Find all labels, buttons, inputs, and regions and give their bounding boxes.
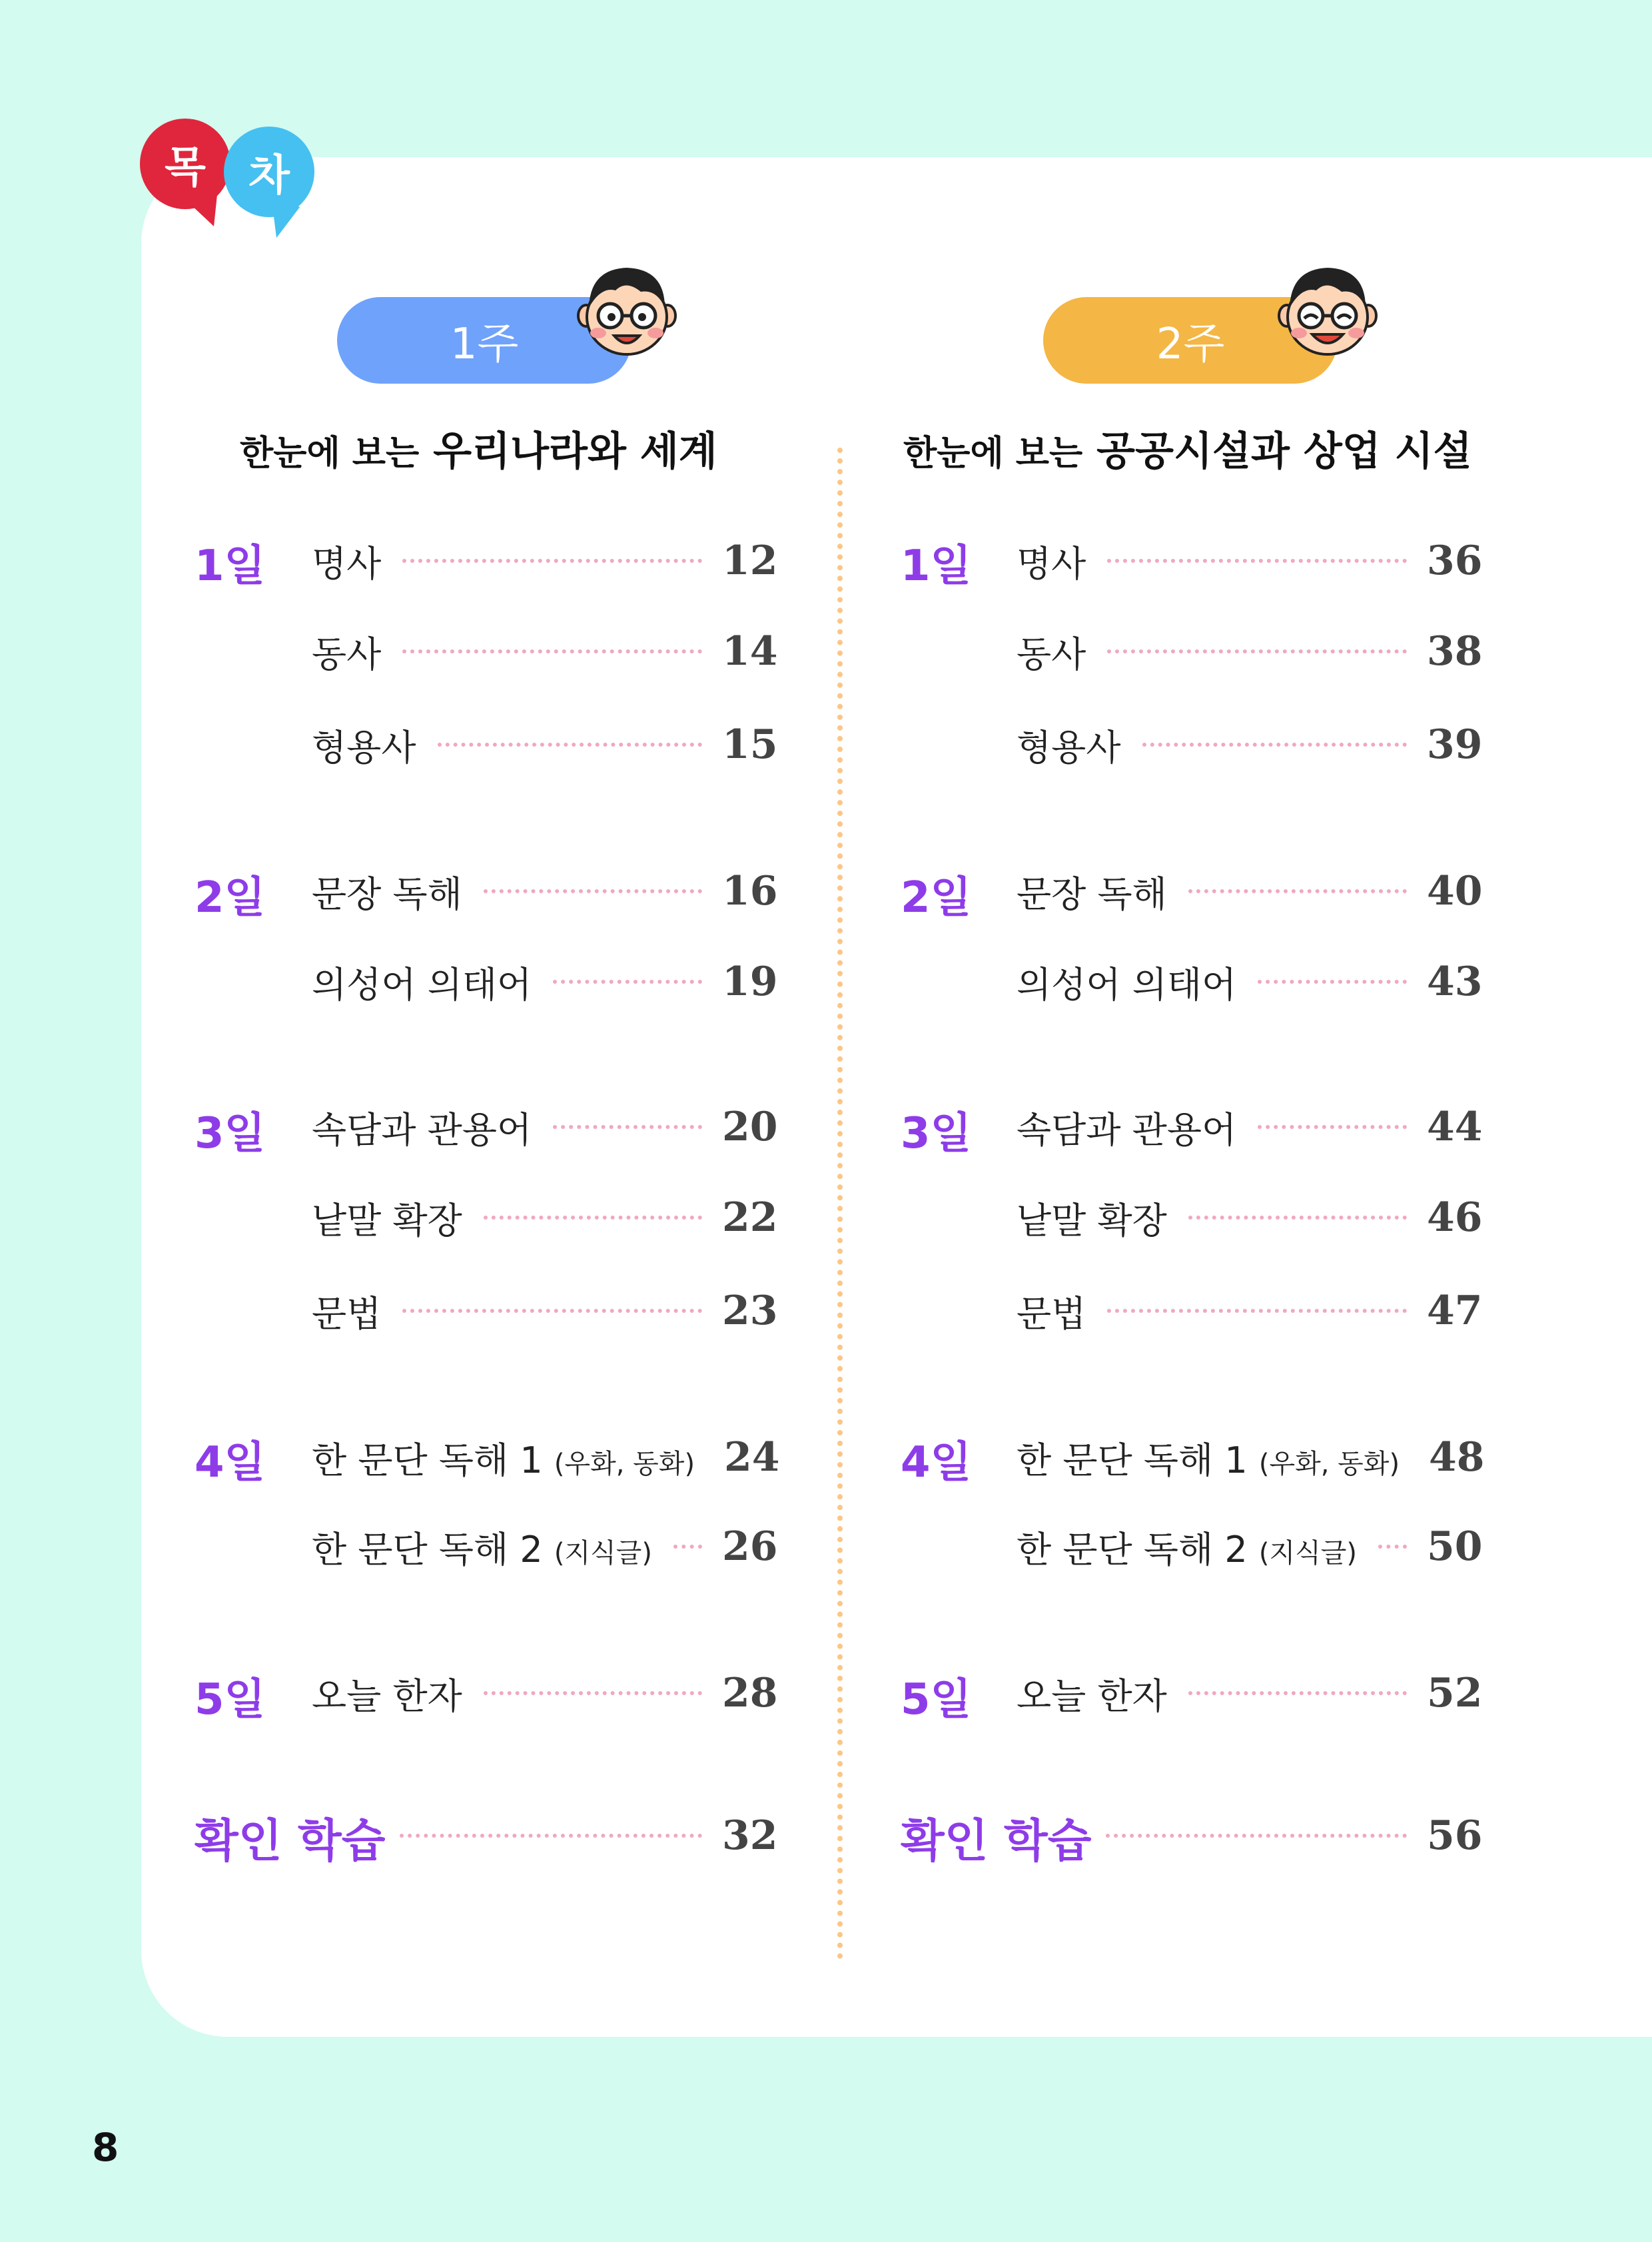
leader-dots bbox=[400, 1834, 702, 1838]
page-ref: 23 bbox=[722, 1288, 778, 1334]
day-label: 4일 bbox=[901, 1438, 972, 1487]
entry-label-main: 한 문단 독해 1 bbox=[312, 1439, 543, 1481]
review-entry[interactable] bbox=[380, 1809, 778, 1862]
week-2-pill: 2주 bbox=[1043, 297, 1338, 384]
toc-badge-cha: 차 bbox=[224, 127, 314, 217]
entry-label: 형용사 bbox=[312, 726, 416, 769]
page-ref: 19 bbox=[722, 958, 778, 1005]
leader-dots bbox=[1106, 1834, 1407, 1838]
leader-dots bbox=[402, 1309, 702, 1313]
entry-label: 문장 독해 bbox=[1017, 873, 1167, 915]
toc-entry[interactable] bbox=[312, 718, 778, 771]
day-label: 2일 bbox=[195, 873, 266, 923]
review-entry[interactable] bbox=[1086, 1809, 1483, 1862]
toc-entry[interactable] bbox=[312, 1431, 780, 1484]
toc-entry[interactable] bbox=[312, 625, 778, 678]
leader-dots bbox=[1258, 1125, 1407, 1129]
entry-label: 명사 bbox=[1017, 542, 1086, 585]
entry-label: 속담과 관용어 bbox=[1017, 1108, 1237, 1151]
day-label: 4일 bbox=[195, 1438, 266, 1487]
day-label: 1일 bbox=[901, 542, 972, 591]
entry-label-sub: (우화, 동화) bbox=[554, 1448, 695, 1479]
page-ref: 20 bbox=[722, 1104, 778, 1150]
leader-dots bbox=[1258, 980, 1407, 984]
leader-dots bbox=[484, 1691, 702, 1695]
entry-label: 동사 bbox=[1017, 633, 1086, 675]
page-ref: 39 bbox=[1427, 721, 1483, 768]
entry-label-main: 한 문단 독해 2 bbox=[312, 1528, 543, 1571]
day-label: 3일 bbox=[901, 1109, 972, 1158]
character-face-icon bbox=[1278, 260, 1378, 360]
page-ref: 22 bbox=[722, 1194, 778, 1241]
entry-label bbox=[312, 1432, 695, 1483]
page-ref: 40 bbox=[1427, 868, 1483, 915]
toc-entry[interactable] bbox=[1017, 625, 1483, 678]
toc-entry[interactable] bbox=[1017, 1431, 1485, 1484]
leader-dots bbox=[673, 1545, 702, 1549]
page-ref: 52 bbox=[1427, 1670, 1483, 1716]
week-2-title-prefix: 한눈에 보는 bbox=[903, 434, 1083, 474]
page-ref: 15 bbox=[722, 721, 778, 768]
day-label: 5일 bbox=[901, 1675, 972, 1724]
toc-entry[interactable] bbox=[1017, 534, 1483, 587]
day-label: 1일 bbox=[195, 542, 266, 591]
column-divider bbox=[837, 448, 843, 1960]
entry-label: 낱말 확장 bbox=[312, 1199, 462, 1242]
week-1-title-prefix: 한눈에 보는 bbox=[240, 434, 420, 474]
entry-label: 의성어 의태어 bbox=[1017, 963, 1237, 1006]
page-ref: 32 bbox=[722, 1812, 778, 1859]
day-label: 2일 bbox=[901, 873, 972, 923]
entry-label: 문법 bbox=[312, 1292, 382, 1335]
toc-entry[interactable] bbox=[1017, 1100, 1483, 1154]
page-ref: 50 bbox=[1427, 1523, 1483, 1570]
page-ref: 26 bbox=[722, 1523, 778, 1570]
page-number: 8 bbox=[92, 2125, 119, 2170]
page-ref: 24 bbox=[724, 1434, 780, 1481]
toc-entry[interactable] bbox=[1017, 1667, 1483, 1720]
page-ref: 44 bbox=[1427, 1104, 1483, 1150]
entry-label: 낱말 확장 bbox=[1017, 1199, 1167, 1242]
page-ref: 48 bbox=[1429, 1434, 1485, 1481]
toc-entry[interactable] bbox=[1017, 1191, 1483, 1244]
page-ref: 43 bbox=[1427, 958, 1483, 1005]
page-ref: 12 bbox=[722, 538, 778, 584]
review-label: 확인 학습 bbox=[901, 1815, 1092, 1868]
leader-dots bbox=[1107, 649, 1407, 653]
leader-dots bbox=[402, 649, 702, 653]
week-1-title bbox=[240, 420, 717, 477]
leader-dots bbox=[402, 559, 702, 563]
leader-dots bbox=[1188, 1216, 1407, 1220]
page-ref: 46 bbox=[1427, 1194, 1483, 1241]
page-ref: 16 bbox=[722, 868, 778, 915]
leader-dots bbox=[1378, 1545, 1407, 1549]
leader-dots bbox=[438, 743, 703, 747]
entry-label: 속담과 관용어 bbox=[312, 1108, 532, 1151]
toc-entry[interactable] bbox=[312, 1284, 778, 1337]
page-ref: 47 bbox=[1427, 1288, 1483, 1334]
leader-dots bbox=[1142, 743, 1408, 747]
leader-dots bbox=[1107, 559, 1407, 563]
toc-entry[interactable] bbox=[1017, 865, 1483, 918]
leader-dots bbox=[553, 1125, 702, 1129]
entry-label-sub: (우화, 동화) bbox=[1258, 1448, 1400, 1479]
entry-label: 오늘 한자 bbox=[1017, 1675, 1167, 1717]
toc-entry[interactable] bbox=[1017, 1284, 1483, 1337]
toc-entry[interactable] bbox=[312, 1100, 778, 1154]
page-ref: 14 bbox=[722, 628, 778, 675]
entry-label: 문장 독해 bbox=[312, 873, 462, 915]
entry-label: 형용사 bbox=[1017, 726, 1121, 769]
week-1-pill: 1주 bbox=[337, 297, 631, 384]
toc-entry[interactable] bbox=[312, 865, 778, 918]
entry-label bbox=[312, 1521, 652, 1573]
entry-label: 문법 bbox=[1017, 1292, 1086, 1335]
toc-entry[interactable] bbox=[1017, 718, 1483, 771]
leader-dots bbox=[1188, 889, 1407, 893]
review-label: 확인 학습 bbox=[195, 1815, 386, 1868]
toc-entry[interactable] bbox=[1017, 1520, 1483, 1573]
leader-dots bbox=[484, 1216, 702, 1220]
page-ref: 36 bbox=[1427, 538, 1483, 584]
entry-label-main: 한 문단 독해 1 bbox=[1017, 1439, 1248, 1481]
toc-entry[interactable] bbox=[312, 1191, 778, 1244]
leader-dots bbox=[1107, 1309, 1407, 1313]
entry-label: 오늘 한자 bbox=[312, 1675, 462, 1717]
entry-label: 명사 bbox=[312, 542, 382, 585]
toc-badge-mok: 목 bbox=[140, 119, 230, 209]
week-2-title bbox=[903, 420, 1472, 477]
entry-label bbox=[1017, 1521, 1357, 1573]
toc-entry[interactable] bbox=[1017, 955, 1483, 1008]
day-label: 5일 bbox=[195, 1675, 266, 1724]
week-2-title-main: 공공시설과 상업 시설 bbox=[1096, 428, 1472, 475]
leader-dots bbox=[484, 889, 702, 893]
page-ref: 38 bbox=[1427, 628, 1483, 675]
day-label: 3일 bbox=[195, 1109, 266, 1158]
entry-label: 동사 bbox=[312, 633, 382, 675]
toc-entry[interactable] bbox=[312, 1667, 778, 1720]
leader-dots bbox=[553, 980, 702, 984]
leader-dots bbox=[1188, 1691, 1407, 1695]
page-ref: 28 bbox=[722, 1670, 778, 1716]
entry-label: 의성어 의태어 bbox=[312, 963, 532, 1006]
toc-entry[interactable] bbox=[312, 534, 778, 587]
entry-label-sub: (지식글) bbox=[554, 1537, 652, 1569]
week-1-title-main: 우리나라와 세계 bbox=[433, 428, 717, 475]
toc-entry[interactable] bbox=[312, 955, 778, 1008]
character-face-icon bbox=[577, 260, 677, 360]
toc-entry[interactable] bbox=[312, 1520, 778, 1573]
page-ref: 56 bbox=[1427, 1812, 1483, 1859]
entry-label-sub: (지식글) bbox=[1258, 1537, 1357, 1569]
entry-label-main: 한 문단 독해 2 bbox=[1017, 1528, 1248, 1571]
entry-label bbox=[1017, 1432, 1400, 1483]
